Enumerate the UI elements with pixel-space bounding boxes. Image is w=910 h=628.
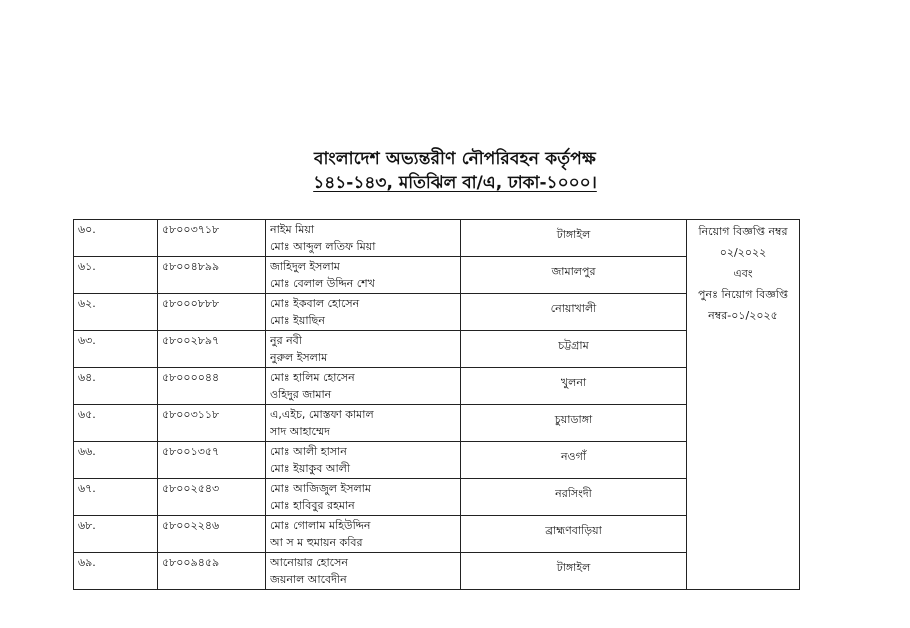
father-name: মোঃ ইয়াকুব আলী — [270, 462, 351, 475]
roll-cell: ৫৮০০৪৮৯৯ — [158, 257, 266, 294]
father-name: নুরুল ইসলাম — [270, 351, 328, 364]
name-cell — [266, 442, 461, 479]
father-name: আ স ম হুমায়ন কবির — [270, 536, 363, 549]
district-cell — [461, 331, 687, 368]
organization-address: ১৪১-১৪৩, মতিঝিল বা/এ, ঢাকা-১০০০। — [313, 173, 597, 193]
roll-cell: ৫৮০০১৩৫৭ — [158, 442, 266, 479]
roll-cell: ৫৮০০৩১১৮ — [158, 405, 266, 442]
district-name: টাঙ্গাইল — [556, 561, 591, 574]
name-cell — [266, 516, 461, 553]
district-cell — [461, 294, 687, 331]
father-name: ওহিদুর জামান — [270, 388, 332, 401]
serial-cell: ৬৩. — [74, 331, 158, 368]
candidate-table — [73, 219, 800, 590]
name-cell — [266, 405, 461, 442]
candidate-name: মোঃ হালিম হোসেন — [270, 371, 355, 384]
district-name: চুয়াডাঙ্গা — [554, 413, 593, 426]
note-line: নম্বর-০১/২০২৫ — [708, 309, 778, 322]
serial-cell: ৬৮. — [74, 516, 158, 553]
note-line: পুনঃ নিয়োগ বিজ্ঞপ্তি — [698, 288, 788, 301]
note-line: ০২/২০২২ — [719, 246, 767, 259]
roll-cell: ৫৮০০২৫৪৩ — [158, 479, 266, 516]
serial-cell: ৬৫. — [74, 405, 158, 442]
candidate-name: নাইম মিয়া — [270, 223, 315, 236]
roll-cell: ৫৮০০৯৪৫৯ — [158, 553, 266, 590]
name-cell — [266, 220, 461, 257]
serial-cell: ৬৯. — [74, 553, 158, 590]
candidate-name: জাহিদুল ইসলাম — [270, 260, 340, 273]
candidate-name: মোঃ গোলাম মহিউদ্দিন — [270, 519, 371, 532]
district-cell — [461, 479, 687, 516]
serial-cell: ৬১. — [74, 257, 158, 294]
father-name: জয়নাল আবেদীন — [270, 573, 347, 586]
district-name: টাঙ্গাইল — [556, 228, 591, 241]
district-name: নওগাঁ — [560, 450, 587, 463]
candidate-name: নুর নবী — [270, 334, 302, 347]
candidate-name: এ,এইচ, মোস্তফা কামাল — [270, 408, 374, 421]
name-cell — [266, 331, 461, 368]
note-line: নিয়োগ বিজ্ঞপ্তি নম্বর — [698, 225, 788, 238]
circular-note — [687, 220, 800, 590]
table-row — [74, 220, 800, 257]
roll-cell: ৫৮০০০৮৮৮ — [158, 294, 266, 331]
father-name: মোঃ বেলাল উদ্দিন শেখ — [270, 277, 375, 290]
father-name: মোঃ ইয়াছিন — [270, 314, 325, 327]
district-name: চট্টগ্রাম — [558, 339, 589, 352]
serial-cell: ৬৭. — [74, 479, 158, 516]
district-name: জামালপুর — [551, 265, 596, 278]
district-cell — [461, 516, 687, 553]
serial-cell: ৬৪. — [74, 368, 158, 405]
district-cell — [461, 405, 687, 442]
name-cell — [266, 294, 461, 331]
district-cell — [461, 368, 687, 405]
candidate-name: মোঃ আলী হাসান — [270, 445, 347, 458]
document-header — [0, 148, 910, 196]
name-cell — [266, 368, 461, 405]
organization-name: বাংলাদেশ অভ্যন্তরীণ নৌপরিবহন কর্তৃপক্ষ — [314, 149, 596, 169]
name-cell — [266, 553, 461, 590]
district-cell — [461, 553, 687, 590]
district-name: ব্রাহ্মণবাড়িয়া — [545, 524, 602, 537]
district-name: খুলনা — [560, 376, 587, 389]
district-name: নোয়াখালী — [550, 302, 597, 315]
candidate-name: মোঃ ইকবাল হোসেন — [270, 297, 360, 310]
candidate-name: আনোয়ার হোসেন — [270, 556, 348, 569]
name-cell — [266, 479, 461, 516]
roll-cell: ৫৮০০২৮৯৭ — [158, 331, 266, 368]
father-name: সাদ আহাম্মেদ — [270, 425, 330, 438]
district-cell — [461, 257, 687, 294]
roll-cell: ৫৮০০৩৭১৮ — [158, 220, 266, 257]
roll-cell: ৫৮০০০০৪৪ — [158, 368, 266, 405]
candidate-name: মোঃ আজিজুল ইসলাম — [270, 482, 371, 495]
district-cell — [461, 220, 687, 257]
serial-cell: ৬২. — [74, 294, 158, 331]
father-name: মোঃ হাবিবুর রহমান — [270, 499, 355, 512]
father-name: মোঃ আব্দুল লতিফ মিয়া — [270, 240, 376, 253]
serial-cell: ৬৬. — [74, 442, 158, 479]
roll-cell: ৫৮০০২২৪৬ — [158, 516, 266, 553]
district-name: নরসিংদী — [555, 487, 592, 500]
district-cell — [461, 442, 687, 479]
note-line: এবং — [733, 267, 753, 280]
name-cell — [266, 257, 461, 294]
serial-cell: ৬০. — [74, 220, 158, 257]
